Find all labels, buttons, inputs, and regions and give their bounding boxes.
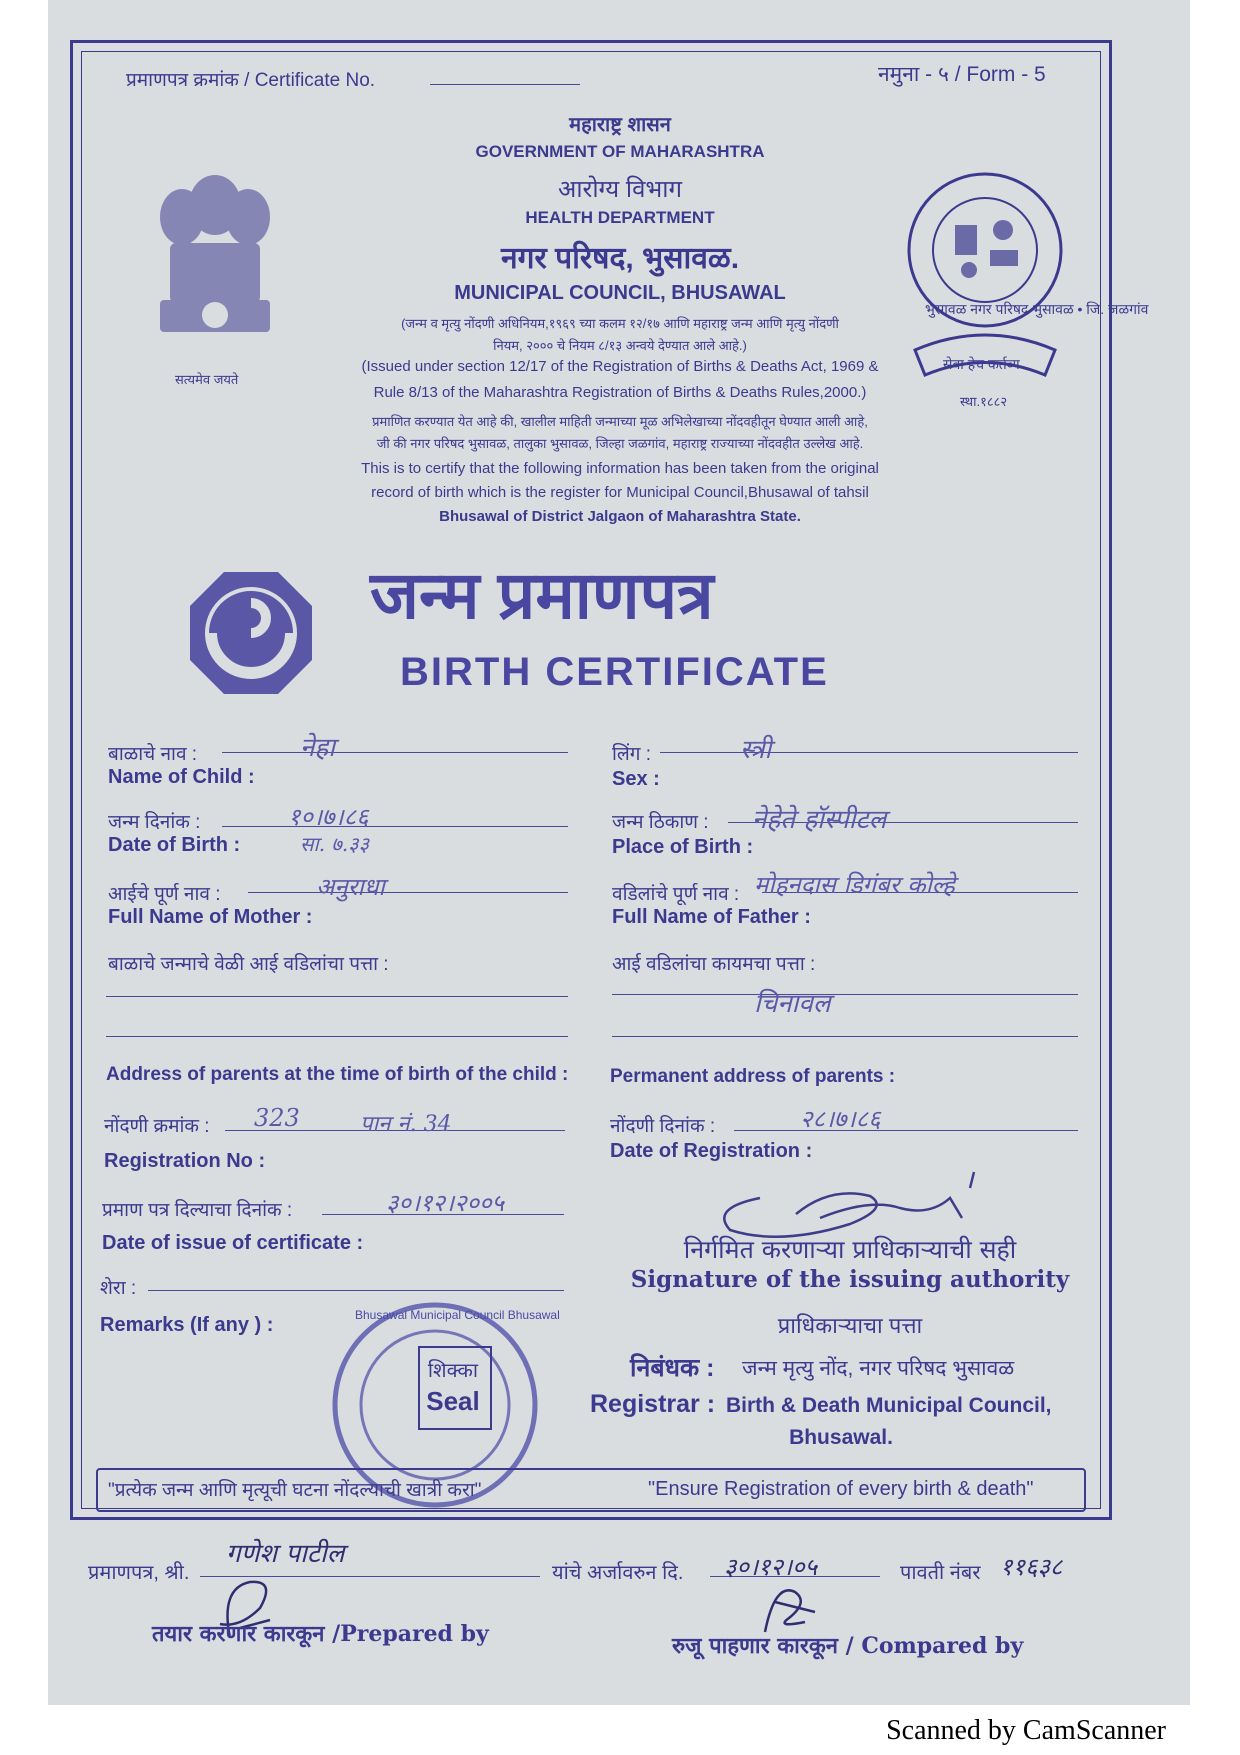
prepared-by-label: तयार करणार कारकून /Prepared by [152, 1621, 489, 1647]
title-marathi: जन्म प्रमाणपत्र [370, 558, 714, 632]
seal-label-mr: शिक्का [427, 1360, 479, 1382]
applied-date-value: ३०।१२।०५ [724, 1553, 818, 1581]
issue-date-value: ३०।१२।२००५ [386, 1189, 505, 1217]
certify-english-line-2: record of birth which is the register for Municipal Council,Bhusawal of tahsil [371, 484, 869, 501]
seal-year: स्था.१८८२ [960, 394, 1008, 409]
registrar-label-en: Registrar : [590, 1390, 716, 1418]
seal-ring-text: भुसावळ नगर परिषद भुसावळ • जि. जळगांव [925, 301, 1149, 317]
father-name-label-mr: वडिलांचे पूर्ण नाव : [612, 884, 740, 905]
perm-address-value: चिनावल [754, 989, 831, 1019]
emblem-motto: सत्यमेव जयते [175, 372, 239, 387]
dob-label-mr: जन्म दिनांक : [108, 812, 201, 833]
birth-address-line-1 [106, 996, 568, 997]
mother-name-line [248, 892, 568, 893]
reg-date-line [734, 1130, 1078, 1131]
department-marathi: आरोग्य विभाग [557, 176, 683, 203]
reg-date-label-mr: नोंदणी दिनांक : [610, 1116, 716, 1137]
council-english: MUNICIPAL COUNCIL, BHUSAWAL [454, 282, 786, 304]
sex-value: स्त्री [740, 735, 772, 765]
act-marathi-line-1: (जन्म व मृत्यु नोंदणी अधिनियम,१९६९ च्या कलम १२/१७ आणि महाराष्ट्र जन्म आणि मृत्यु नोंदणी [401, 316, 839, 331]
slogan-english: "Ensure Registration of every birth & death" [648, 1478, 1034, 1500]
certificate-logo-icon [186, 568, 316, 698]
seal-label-en: Seal [426, 1386, 480, 1416]
child-name-label-en: Name of Child : [108, 766, 255, 788]
birth-address-line-2 [106, 1036, 568, 1037]
mother-name-value: अनुराधा [316, 873, 385, 901]
title-english: BIRTH CERTIFICATE [400, 650, 829, 694]
gov-name-english: GOVERNMENT OF MAHARASHTRA [475, 142, 765, 161]
authority-address-label: प्राधिकाऱ्याचा पत्ता [777, 1313, 923, 1338]
receipt-value: ११६३८ [1000, 1553, 1063, 1581]
seal-motto: सेवा हेच कर्तव्य [943, 356, 1020, 372]
issuing-signature-label-mr: निर्गमित करणाऱ्या प्राधिकाऱ्याची सही [683, 1235, 1017, 1264]
dob-label-en: Date of Birth : [108, 834, 241, 856]
slogan-marathi: "प्रत्येक जन्म आणि मृत्यूची घटना नोंदल्याची खात्री करा" [108, 1480, 482, 1501]
reg-no-label-en: Registration No : [104, 1150, 266, 1172]
issue-date-label-en: Date of issue of certificate : [102, 1232, 364, 1254]
father-name-value: मोहनदास डिगंबर कोल्हे [754, 871, 955, 899]
applicant-value: गणेश पाटील [226, 1539, 345, 1569]
mother-name-label-en: Full Name of Mother : [108, 906, 313, 928]
pob-value: नेहेते हॉस्पीटल [752, 805, 887, 835]
father-name-label-en: Full Name of Father : [612, 906, 811, 928]
perm-address-line-2 [612, 1036, 1078, 1037]
registrar-city: Bhusawal. [789, 1426, 893, 1449]
issuing-signature-label-en: Signature of the issuing authority [630, 1266, 1070, 1293]
child-name-label-mr: बाळाचे नाव : [108, 744, 198, 765]
birth-address-label-mr: बाळाचे जन्माचे वेळी आई वडिलांचा पत्ता : [108, 954, 389, 975]
certify-marathi-line-2: जी की नगर परिषद भुसावळ, तालुका भुसावळ, जिल्हा जळगांव, महाराष्ट्र राज्याच्या नोंदवहीत उल्लेख आहे. [376, 436, 864, 451]
round-seal-ring-text: Bhusawal Municipal Council Bhusawal [355, 1308, 560, 1322]
pob-label-mr: जन्म ठिकाण : [612, 812, 709, 833]
reg-no-label-mr: नोंदणी क्रमांक : [104, 1116, 210, 1137]
child-name-value: नेहा [300, 733, 335, 763]
certificate-number-line [430, 84, 580, 85]
remarks-line [148, 1290, 564, 1291]
department-english: HEALTH DEPARTMENT [525, 208, 715, 227]
dob-value: १०।७।८६ [288, 803, 369, 831]
act-english-line-1: (Issued under section 12/17 of the Registration of Births & Deaths Act, 1969 & [361, 358, 879, 375]
certify-english-line-3: Bhusawal of District Jalgaon of Maharashtra State. [439, 508, 801, 525]
applied-on-label: यांचे अर्जावरुन दि. [552, 1562, 684, 1584]
perm-address-label-mr: आई वडिलांचा कायमचा पत्ता : [612, 954, 816, 975]
reg-date-label-en: Date of Registration : [610, 1140, 813, 1162]
receipt-label: पावती नंबर [900, 1562, 981, 1584]
act-english-line-2: Rule 8/13 of the Maharashtra Registration of Births & Deaths Rules,2000.) [373, 384, 867, 401]
issue-date-label-mr: प्रमाण पत्र दिल्याचा दिनांक : [102, 1200, 293, 1221]
mother-name-label-mr: आईचे पूर्ण नाव : [108, 884, 221, 905]
certify-marathi-line-1: प्रमाणित करण्यात येत आहे की, खालील माहिती जन्माच्या मूळ अभिलेखाच्या नोंदवहीतून घेण्यात आली आहे, [372, 414, 868, 429]
reg-date-value: २८।७।८६ [800, 1105, 881, 1133]
registrar-text-mr: जन्म मृत्यु नोंद, नगर परिषद भुसावळ [742, 1357, 1015, 1380]
sex-line [660, 752, 1078, 753]
registrar-label-mr: निबंधक : [630, 1354, 715, 1382]
remarks-label-en: Remarks (If any ) : [100, 1314, 274, 1336]
perm-address-label-en: Permanent address of parents : [610, 1066, 896, 1087]
sex-label-en: Sex : [612, 768, 660, 790]
sex-label-mr: लिंग : [612, 744, 652, 765]
perm-address-line-1 [612, 994, 1078, 995]
dob-time-value: सा. ७.३३ [300, 832, 369, 856]
gov-name-marathi: महाराष्ट्र शासन [569, 114, 671, 136]
act-marathi-line-2: नियम, २००० चे नियम ८/१३ अन्वये देण्यात आले आहे.) [493, 338, 747, 353]
state-emblem-icon [150, 165, 280, 365]
council-marathi: नगर परिषद, भुसावळ. [500, 242, 740, 275]
reg-no-value: 323 [254, 1104, 300, 1132]
form-number-label: नमुना - ५ / Form - 5 [878, 63, 1046, 86]
certify-english-line-1: This is to certify that the following information has been taken from the original [361, 460, 879, 477]
child-name-line [222, 752, 568, 753]
dob-line [222, 826, 568, 827]
birth-address-label-en: Address of parents at the time of birth of the child : [106, 1064, 569, 1085]
registrar-text-en: Birth & Death Municipal Council, [726, 1394, 1052, 1417]
compared-by-label: रुजू पाहणार कारकून / Compared by [672, 1633, 1024, 1659]
remarks-label-mr: शेरा : [100, 1278, 137, 1299]
certificate-number-label: प्रमाणपत्र क्रमांक / Certificate No. [126, 70, 376, 91]
reg-page-value: पान नं. 34 [360, 1112, 452, 1137]
scanner-watermark: Scanned by CamScanner [886, 1715, 1166, 1746]
certificate-for-label: प्रमाणपत्र, श्री. [88, 1562, 190, 1584]
pob-label-en: Place of Birth : [612, 836, 754, 858]
